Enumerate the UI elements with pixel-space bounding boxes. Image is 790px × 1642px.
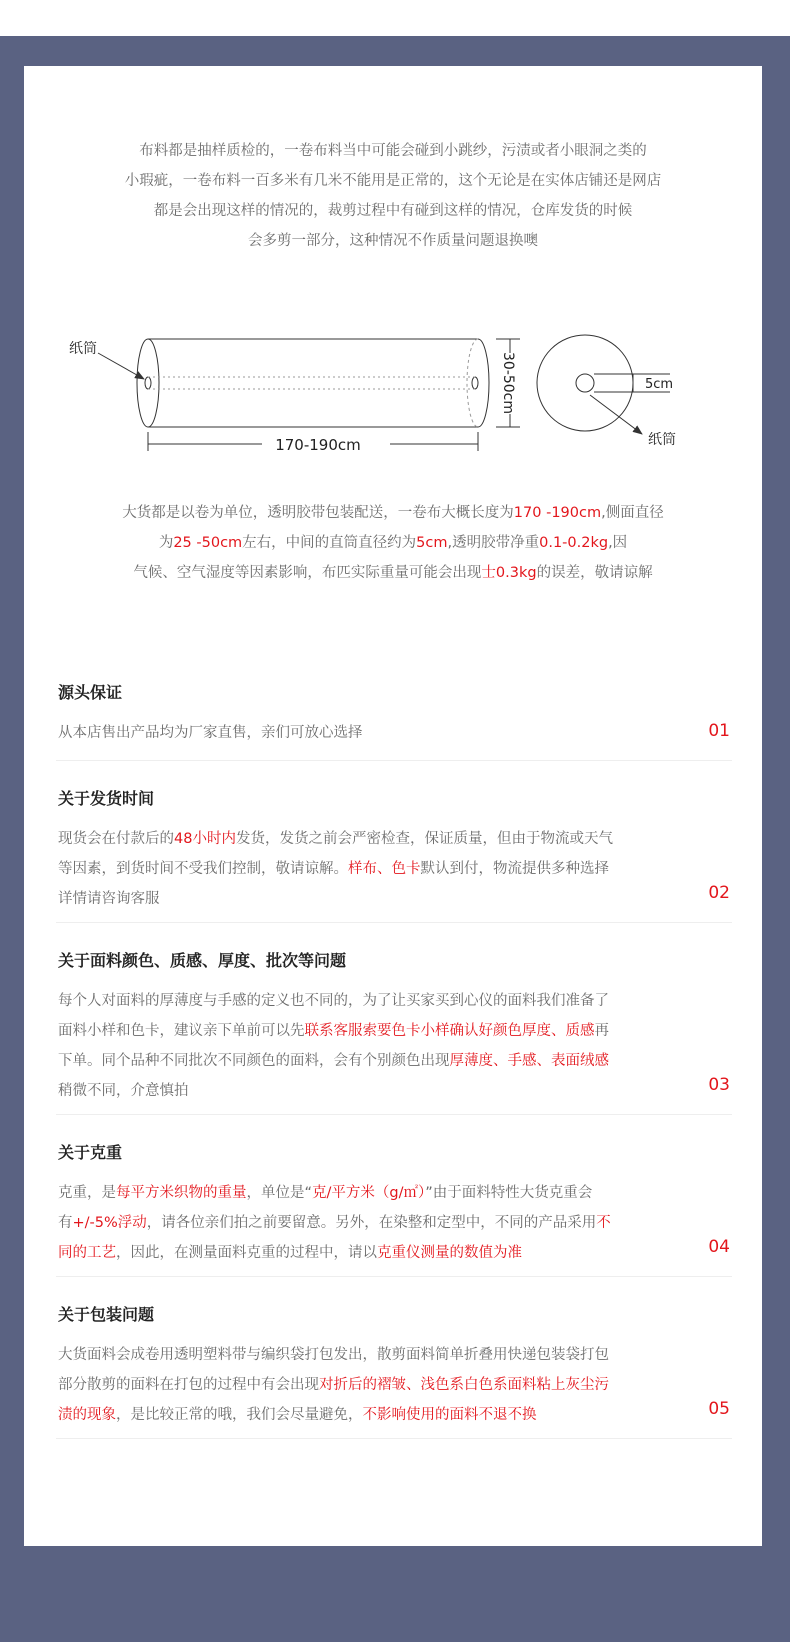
diameter-label: 30-50cm [500,351,516,415]
section-source-guarantee [56,680,732,761]
body-line [58,1238,668,1268]
text-span: 的误差，敬请谅解 [536,565,653,581]
text-span: ,因 [608,535,628,551]
text-span: 大货都是以卷为单位，透明胶带包装配送，一卷布大概长度为 [122,505,514,521]
length-label: 170-190cm [275,436,361,454]
intro-line: 会多剪一部分，这种情况不作质量问题退换噢 [248,233,538,249]
text-span: 现货会在付款后的 [58,831,174,847]
content-card [24,66,762,1546]
body-line [58,824,668,854]
text-span: ”由于面料特性大货克重会 [425,1185,593,1201]
section-fabric-quality [56,948,732,1115]
body-line [58,1370,668,1400]
body-line: 从本店售出产品均为厂家直售，亲们可放心选择 [58,725,363,741]
highlight-samples: 样布、色卡 [348,861,421,877]
text-span: ，单位是“ [246,1185,313,1201]
fabric-roll-diagram [24,298,762,458]
highlight-contact-service: 联系客服索要色卡小样确认好颜色厚度、质感 [304,1023,595,1039]
body-line: 稍微不同，介意慎拍 [58,1083,189,1099]
section-body [58,718,668,748]
body-line: 详情请咨询客服 [58,891,160,907]
text-span: ，请各位亲们拍之前要留意。另外，在染整和定型中，不同的产品采用 [146,1215,597,1231]
section-title: 关于克重 [58,1143,123,1162]
intro-line: 都是会出现这样的情况的，裁剪过程中有碰到这样的情况，仓库发货的时候 [153,203,633,219]
section-number: 02 [708,883,730,903]
highlight-tape-weight: 0.1-0.2kg [539,535,609,551]
section-title: 关于面料颜色、质感、厚度、批次等问题 [58,951,347,970]
tube-label-right: 纸筒 [648,432,676,448]
section-packaging [56,1302,732,1439]
section-title: 关于包装问题 [58,1305,155,1324]
text-span: 等因素，到货时间不受我们控制，敬请谅解。 [58,861,348,877]
section-body [58,986,668,1106]
body-line [58,1400,668,1430]
bulk-line [64,558,722,588]
highlight-weight-error: 士0.3kg [481,565,537,581]
highlight-wrinkles: 渍的现象 [58,1407,116,1423]
intro-line: 小瑕疵，一卷布料一百多米有几米不能用是正常的，这个无论是在实体店铺还是网店 [124,173,662,189]
text-span: 气候、空气湿度等因素影响，布匹实际重量可能会出现 [133,565,482,581]
body-line: 每个人对面料的厚薄度与手感的定义也不同的，为了让买家买到心仪的面料我们准备了 [58,993,609,1009]
intro-line: 布料都是抽样质检的，一卷布料当中可能会碰到小跳纱，污渍或者小眼洞之类的 [139,143,647,159]
text-span: ,透明胶带净重 [447,535,540,551]
highlight-no-return: 不影响使用的面料不退不换 [362,1407,537,1423]
text-span: ，因此，在测量面料克重的过程中，请以 [116,1245,377,1261]
tube-pointer-left [98,353,144,379]
highlight-length: 170 -190cm [513,505,602,521]
tube-label-left: 纸筒 [69,341,97,357]
text-span: 默认到付，物流提供多种选择 [420,861,609,877]
highlight-process: 同的工艺 [58,1245,116,1261]
text-span: 克重，是 [58,1185,116,1201]
section-number: 04 [708,1237,730,1257]
body-line [58,1178,668,1208]
bulk-info-text [64,498,722,588]
text-span: 为 [158,535,174,551]
intro-text [64,136,722,256]
roll-side-view [137,339,489,427]
highlight-variance: +/-5%浮动 [72,1215,147,1231]
highlight-core: 5cm [416,535,448,551]
section-body [58,1340,668,1430]
text-span: 发货，发货之前会严密检查，保证质量，但由于物流或天气 [235,831,613,847]
body-line [58,1016,668,1046]
section-number: 03 [708,1075,730,1095]
section-number: 01 [708,721,730,741]
text-span: 有 [58,1215,73,1231]
bulk-line [64,498,722,528]
text-span: ，是比较正常的哦，我们会尽量避免， [116,1407,363,1423]
text-span: 再 [594,1023,609,1039]
section-title: 关于发货时间 [58,789,155,808]
section-title: 源头保证 [58,683,123,702]
section-body [58,824,668,914]
text-span: 面料小样和色卡，建议亲下单前可以先 [58,1023,305,1039]
highlight-48h: 48小时内 [174,831,236,847]
highlight-diameter: 25 -50cm [173,535,243,551]
highlight-weight-def: 每平方米织物的重量 [116,1185,247,1201]
section-number: 05 [708,1399,730,1419]
text-span: ,侧面直径 [601,505,664,521]
highlight-wrinkles: 对折后的褶皱、浅色系白色系面料粘上灰尘污 [319,1377,609,1393]
highlight-measure: 克重仪测量的数值为准 [377,1245,522,1261]
text-span: 左右，中间的直筒直径约为 [242,535,417,551]
body-line: 大货面料会成卷用透明塑料带与编织袋打包发出，散剪面料简单折叠用快递包装袋打包 [58,1347,609,1363]
section-gram-weight [56,1140,732,1277]
bulk-line [64,528,722,558]
highlight-unit: 克/平方米（g/㎡） [312,1185,426,1201]
text-span: 下单。同个品种不同批次不同颜色的面料，会有个别颜色出现 [58,1053,450,1069]
section-shipping-time [56,786,732,923]
core-diameter-label: 5cm [645,377,674,392]
highlight-process: 不 [596,1215,611,1231]
highlight-texture: 厚薄度、手感、表面绒感 [449,1053,609,1069]
body-line [58,854,668,884]
body-line [58,1046,668,1076]
body-line [58,1208,668,1238]
section-body [58,1178,668,1268]
text-span: 部分散剪的面料在打包的过程中有会出现 [58,1377,319,1393]
